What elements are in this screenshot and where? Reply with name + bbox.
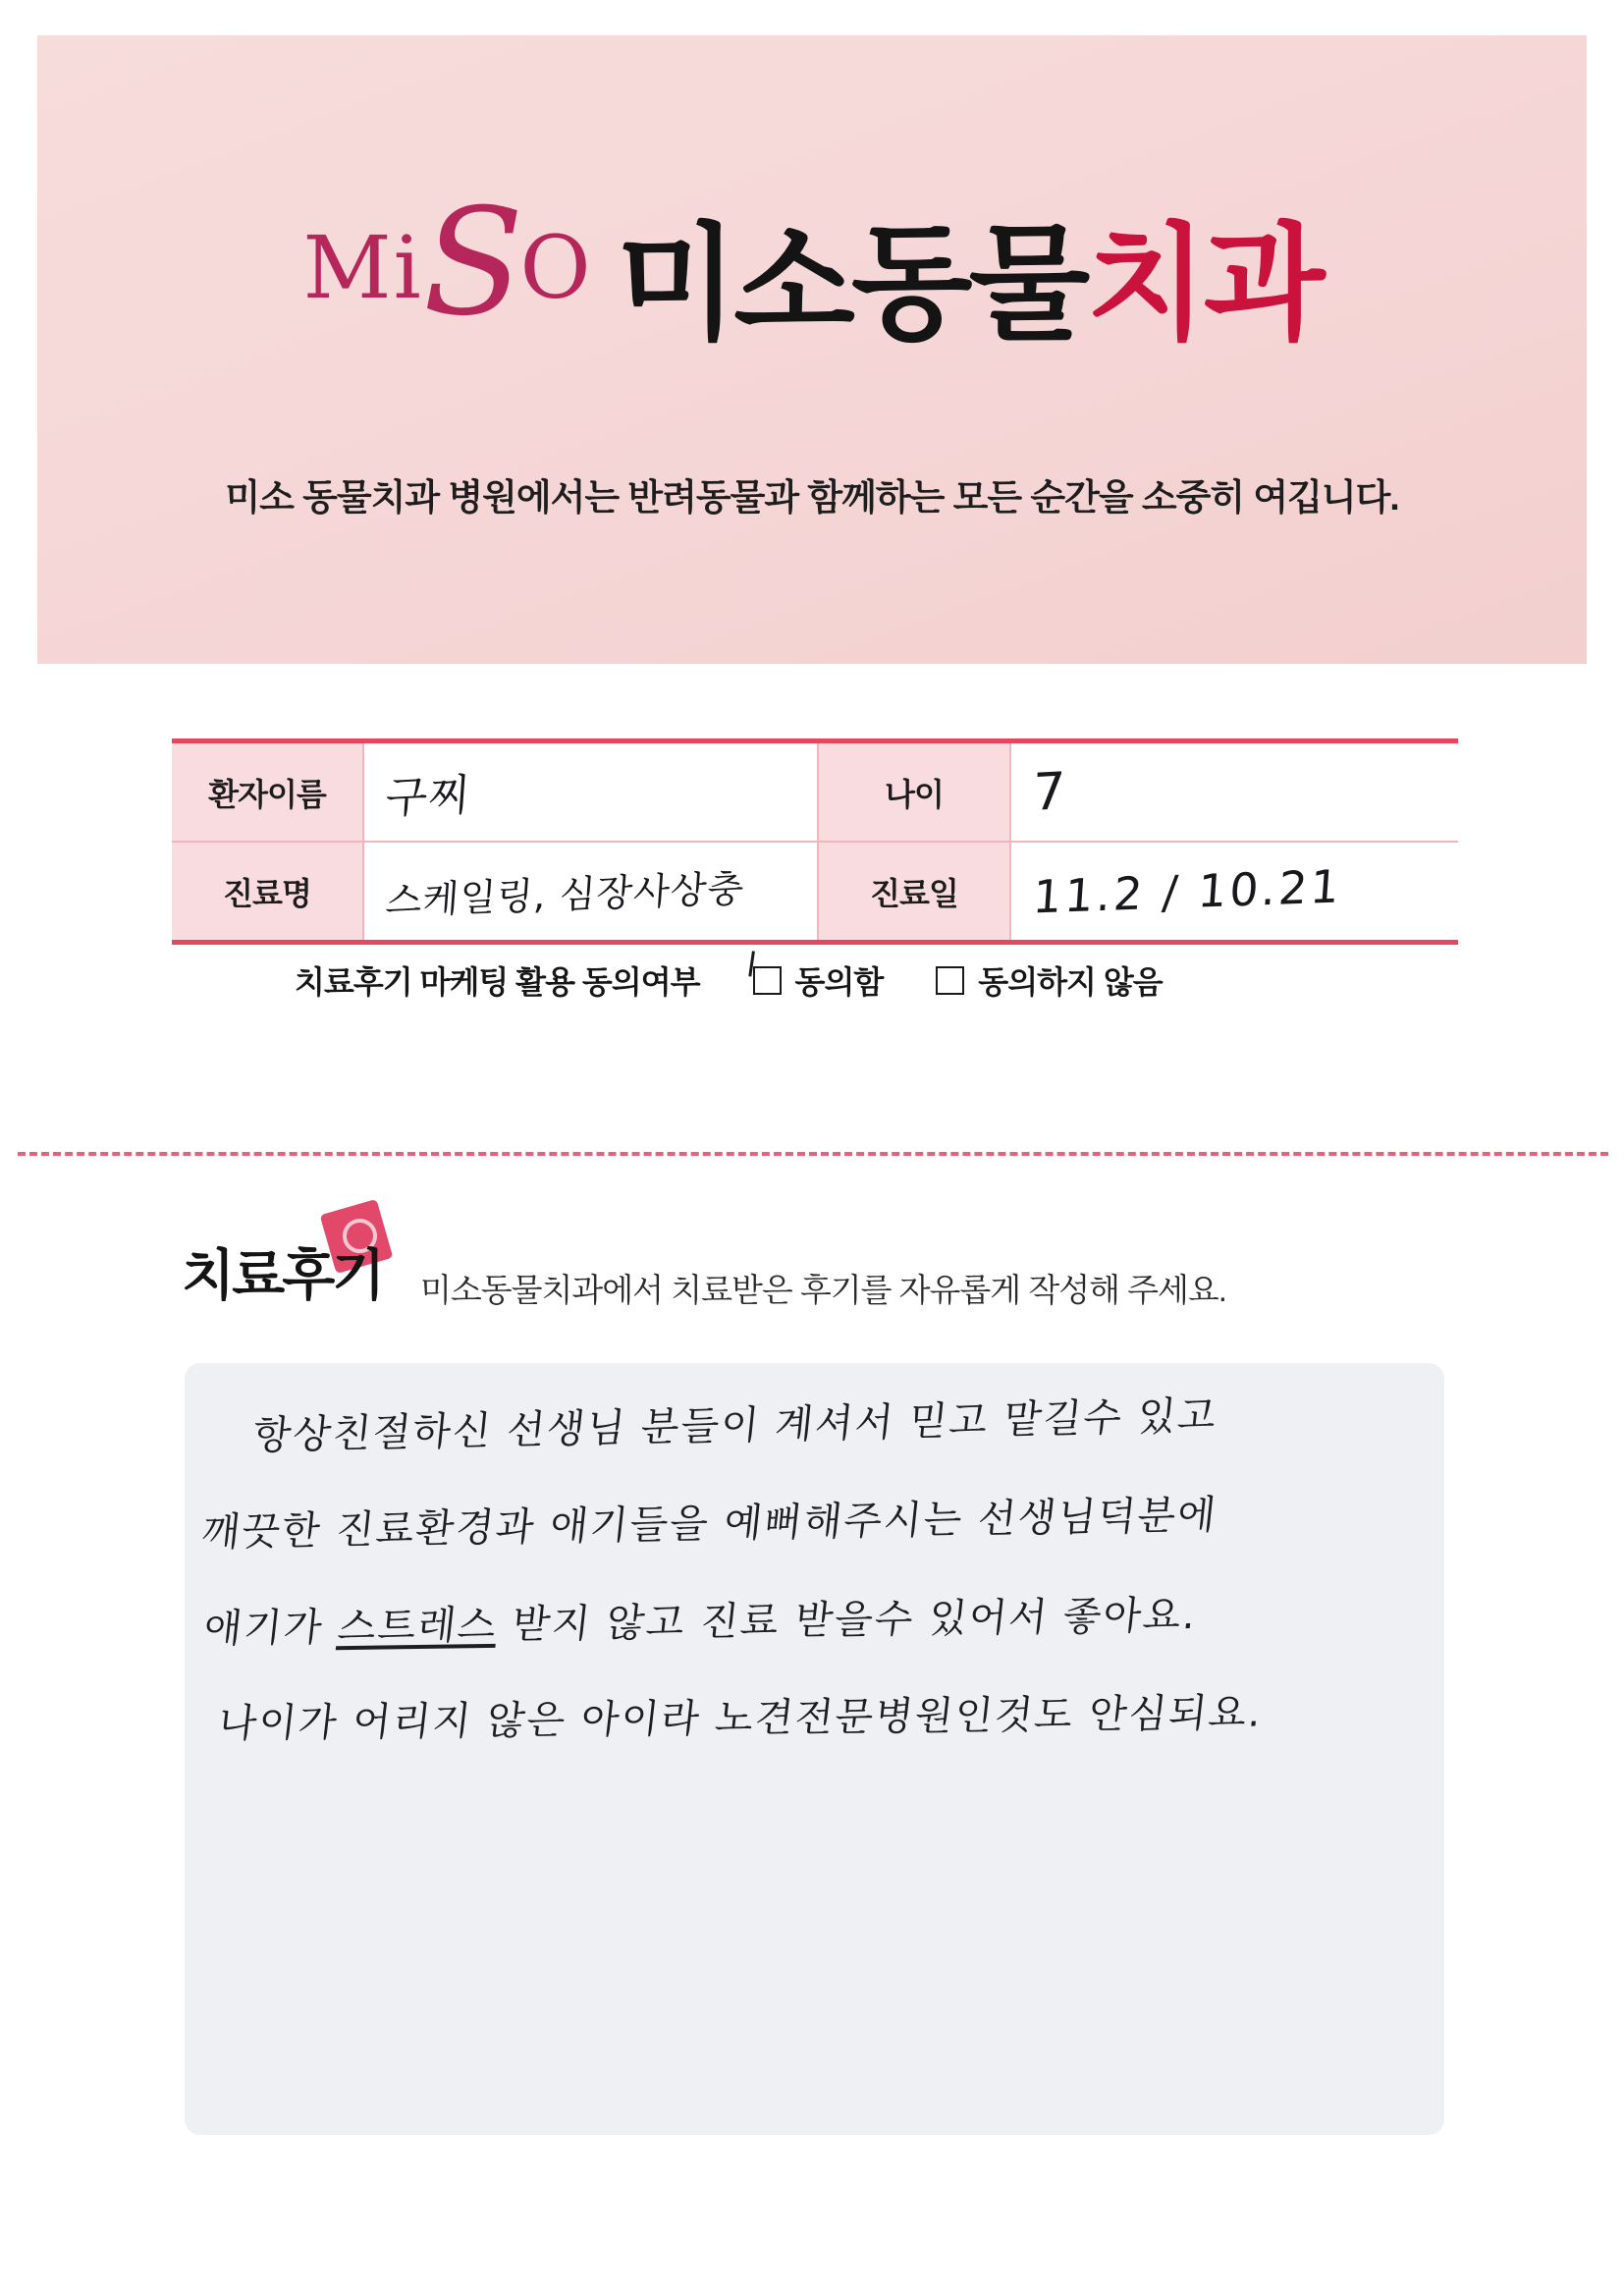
patient-name-label: 환자이름 [172,743,364,841]
review-line3-underlined: 스트레스 [335,1602,501,1651]
logo-dark-text: 미소동물 [616,214,1087,355]
consent-agree-label: 동의함 [794,964,884,1000]
marketing-consent-label: 치료후기 마케팅 활용 동의여부 [295,964,700,1000]
clinic-tagline: 미소 동물치과 병원에서는 반려동물과 함께하는 모든 순간을 소중히 여깁니다. [225,477,1399,518]
patient-age-label: 나이 [819,743,1011,841]
treatment-name-value: 스케일링, 심장사상충 [384,866,746,923]
review-handwriting-line-3 [201,1584,1201,1654]
review-handwriting-line-2: 깨끗한 진료환경과 애기들을 예뻐해주시는 선생님덕분에 [199,1492,1220,1557]
consent-disagree-option[interactable] [936,957,1162,1003]
patient-age-value: 7 [1032,761,1067,823]
treatment-date-value-cell[interactable] [1011,843,1458,940]
treatment-date-value: 11.2 / 10.21 [1031,858,1344,924]
patient-info-table [172,738,1458,945]
review-line3-part-a: 애기가 [201,1605,341,1653]
consent-disagree-label: 동의하지 않음 [978,964,1163,1000]
checkbox-disagree-icon[interactable] [936,966,964,995]
review-handwriting-line-4: 나이가 어리지 않은 아이라 노견전문병원인것도 안심되요. [216,1690,1266,1747]
section-divider [18,1152,1608,1156]
review-textarea[interactable] [185,1363,1444,2135]
review-section-title-wrap [182,1232,382,1311]
treatment-name-value-cell[interactable] [364,843,819,940]
review-handwriting-line-1: 항상친절하신 선생님 분들이 계셔서 믿고 맡길수 있고 [250,1393,1220,1459]
patient-age-value-cell[interactable] [1011,743,1458,841]
logo-script-text: MiSO [302,177,593,349]
review-line3-part-b: 받지 않고 진료 받을수 있어서 좋아요. [495,1592,1200,1648]
treatment-date-label: 진료일 [819,843,1011,940]
treatment-name-label: 진료명 [172,843,364,940]
marketing-consent-row [295,957,1375,1003]
logo-red-text: 치과 [1086,214,1322,355]
review-section-subtitle: 미소동물치과에서 치료받은 후기를 자유롭게 작성해 주세요. [420,1272,1226,1308]
patient-name-value-cell[interactable] [364,743,819,841]
clinic-logo [37,177,1587,363]
patient-name-value: 구찌 [383,769,473,824]
header-banner [37,35,1587,664]
table-row [172,743,1458,843]
checkbox-agree-icon[interactable] [753,966,782,995]
review-section-title: 치료후기 [182,1244,383,1306]
consent-agree-option[interactable] [753,957,884,1003]
table-row [172,843,1458,940]
